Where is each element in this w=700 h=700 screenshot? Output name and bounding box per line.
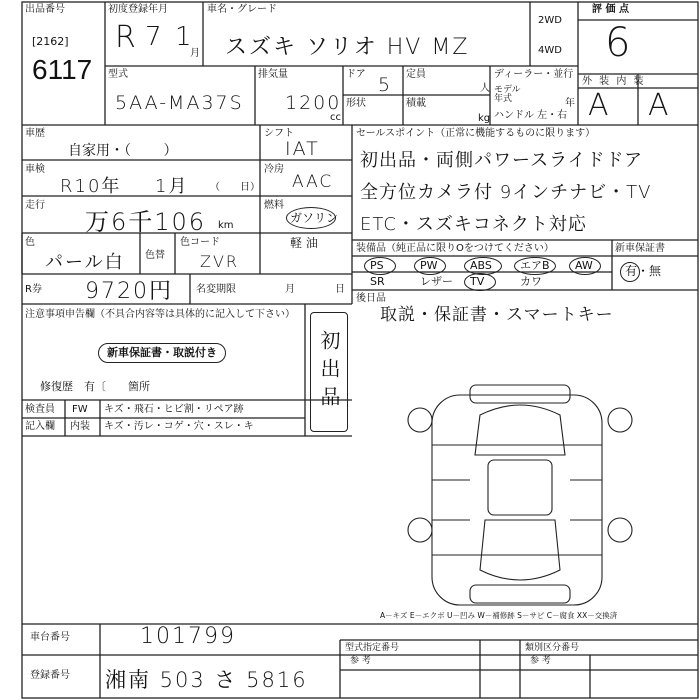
mileage-unit: km: [218, 220, 234, 231]
later-items-value: 取説・保証書・スマートキー: [380, 305, 614, 325]
repair-history: 修復歴 有〔 箇所: [40, 380, 150, 393]
inspection-value: R10年: [60, 176, 122, 197]
inspector-fw: FW: [72, 404, 88, 415]
name-change-label: 名変期限: [196, 284, 236, 295]
ac-value: AAC: [292, 172, 334, 192]
paint-change-label: 色替: [145, 250, 165, 261]
equipment-label: 装備品（純正品に限りOをつけてください）: [356, 243, 554, 254]
type-spec-ref: 参 考: [350, 656, 371, 666]
warranty-label: 新車保証書: [615, 243, 665, 254]
warranty-stamp: 新車保証書・取説付き: [98, 343, 226, 363]
model-year-unit: 年: [565, 98, 575, 109]
ext-int-label: 外 装 内 装: [582, 76, 646, 87]
equip-ps: PS: [370, 259, 384, 272]
dealer-label: ディーラー・並行: [494, 69, 574, 80]
sales-point-line-1: 初出品・両側パワースライドドア: [360, 150, 644, 171]
equip-tv-circle: [464, 273, 496, 291]
displacement-unit: cc: [330, 112, 341, 123]
displacement-value: 1200: [285, 92, 342, 114]
equip-tv: TV: [470, 275, 485, 288]
model-name-label: 車名・グレード: [207, 4, 277, 15]
notice-label: 注意事項申告欄（不具合内容等は具体的に記入して下さい）: [25, 309, 295, 320]
color-code-value: ZVR: [200, 252, 240, 271]
doors-value: 5: [378, 74, 393, 96]
interior-grade: A: [648, 88, 671, 123]
first-reg-era: R: [115, 20, 138, 55]
doors-label: ドア: [346, 69, 366, 80]
color-value: パール白: [45, 252, 125, 273]
capacity-label: 定員: [406, 69, 426, 80]
warranty-value: 有・無: [625, 264, 662, 278]
equip-leather: レザー: [420, 275, 453, 288]
chassis-label: 車台番号: [30, 632, 70, 643]
equip-aw: AW: [575, 259, 593, 272]
equip-kawa: カワ: [520, 275, 542, 288]
type-value: 5AA-MA37S: [115, 92, 244, 114]
first-reg-year: 7: [145, 22, 164, 52]
registration-value: 湘南 503 さ 5816: [105, 668, 308, 692]
equip-airbag: エアB: [520, 259, 550, 272]
displacement-label: 排気量: [258, 69, 288, 80]
drive-4wd: 4WD: [538, 45, 562, 56]
chassis-value: 101799: [140, 624, 236, 649]
equip-abs: ABS: [470, 259, 492, 272]
equip-pw: PW: [420, 259, 438, 272]
history-label: 車歴: [25, 128, 45, 139]
equip-airbag-circle: [514, 257, 556, 275]
inspector-label-2: 記入欄: [25, 421, 55, 432]
fuel-gasoline: ガソリン: [290, 211, 339, 225]
equip-sr: SR: [370, 275, 385, 288]
drive-2wd: 2WD: [538, 15, 562, 26]
inspection-day: （ 日）: [210, 182, 260, 193]
capacity-unit: 人: [480, 83, 490, 94]
grade-score: 6: [605, 20, 633, 66]
inspector-label-1: 検査員: [25, 404, 55, 415]
category-ref: 参 考: [530, 656, 551, 666]
inspection-month: 1月: [155, 176, 189, 197]
inspector-interior: 内装: [70, 421, 90, 432]
warranty-circle: [620, 262, 640, 282]
sales-point-line-2: 全方位カメラ付 9インチナビ・TV: [360, 182, 652, 203]
first-reg-label: 初度登録年月: [108, 4, 168, 15]
fuel-label: 燃料: [264, 200, 284, 211]
category-label: 類別区分番号: [525, 643, 580, 653]
model-name-value: スズキ ソリオ HV MZ: [225, 35, 470, 60]
load-label: 積載: [406, 98, 426, 109]
mileage-value: 万6千106: [85, 208, 207, 236]
handle-label: ハンドル 左・右: [494, 110, 568, 121]
color-code-label: 色コード: [180, 237, 220, 248]
equip-aw-circle: [569, 257, 601, 275]
exterior-grade: A: [588, 88, 611, 123]
diagram-legend: A－キズ E－エクボ U－凹み W－補修跡 S－サビ C－腐食 XX－交換済: [380, 611, 618, 620]
inspector-interior-text: キズ・汚レ・コゲ・穴・スレ・キ: [104, 421, 254, 432]
model-year-label: モデル 年式: [494, 85, 521, 104]
fuel-diesel: 軽 油: [290, 236, 318, 250]
equip-pw-circle: [414, 257, 446, 275]
lot-number: 6117: [32, 54, 93, 85]
sales-point-label: セールスポイント（正常に機能するものに限ります）: [356, 128, 596, 139]
name-change-month: 月: [285, 284, 295, 295]
inspection-label: 車検: [25, 164, 45, 175]
lot-label: 出品番号: [25, 4, 65, 15]
first-listing-stamp: 初出品: [310, 312, 348, 432]
color-label: 色: [25, 237, 35, 248]
load-unit: kg: [478, 113, 491, 124]
shift-value: IAT: [285, 138, 320, 160]
recycle-value: 9720円: [85, 279, 173, 304]
first-reg-month-unit: 月: [190, 48, 200, 59]
inspector-fw-text: キズ・飛石・ヒビ割・リペア跡: [104, 404, 244, 415]
shift-label: シフト: [264, 128, 294, 139]
lot-code: [2162]: [32, 35, 69, 48]
shape-label: 形状: [346, 98, 366, 109]
equip-ps-circle: [364, 257, 396, 275]
car-diagram: [408, 385, 632, 605]
recycle-label: R券: [25, 284, 42, 295]
sales-point-line-3: ETC・スズキコネクト対応: [360, 214, 587, 235]
mileage-label: 走行: [25, 200, 45, 211]
type-spec-label: 型式指定番号: [345, 643, 400, 653]
later-items-label: 後日品: [356, 293, 386, 304]
history-value: 自家用・（ ）: [68, 143, 178, 159]
fuel-gasoline-circle: [286, 207, 339, 229]
ac-label: 冷房: [264, 164, 284, 175]
grade-label: 評 価 点: [592, 4, 629, 15]
registration-label: 登録番号: [30, 670, 70, 681]
first-reg-month: 1: [175, 22, 194, 52]
type-label: 型式: [108, 69, 128, 80]
name-change-day: 日: [335, 284, 345, 295]
